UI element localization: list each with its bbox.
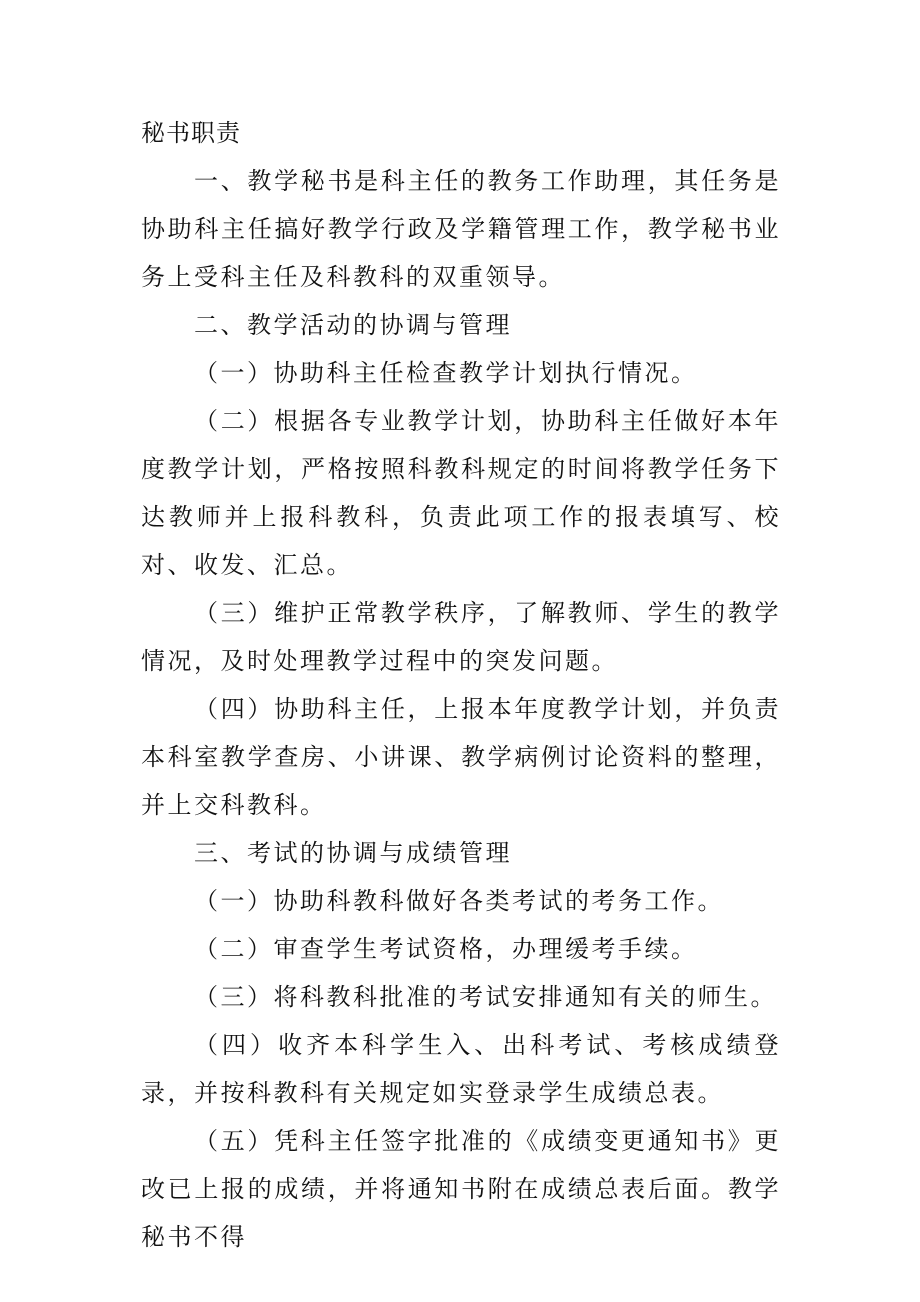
paragraph: （三）将科教科批准的考试安排通知有关的师生。 bbox=[194, 983, 777, 1011]
paragraph: （五）凭科主任签字批准的《成绩变更通知书》更改已上报的成绩，并将通知书附在成绩总表后面。教学秘书不得 bbox=[141, 1127, 781, 1251]
paragraph: （四）协助科主任，上报本年度教学计划，并负责本科室教学查房、小讲课、教学病例讨论资料的整理，并上交科教科。 bbox=[141, 695, 781, 819]
section-heading: 二、教学活动的协调与管理 bbox=[194, 311, 512, 339]
paragraph: （一）协助科教科做好各类考试的考务工作。 bbox=[194, 887, 724, 915]
document-body bbox=[141, 109, 781, 1261]
paragraph: （二）审查学生考试资格，办理缓考手续。 bbox=[194, 935, 698, 963]
paragraph: （三）维护正常教学秩序，了解教师、学生的教学情况，及时处理教学过程中的突发问题。 bbox=[141, 599, 781, 675]
paragraph: 一、教学秘书是科主任的教务工作助理，其任务是协助科主任搞好教学行政及学籍管理工作，教学秘书业务上受科主任及科教科的双重领导。 bbox=[141, 167, 781, 291]
paragraph: （一）协助科主任检查教学计划执行情况。 bbox=[194, 359, 698, 387]
document-title: 秘书职责 bbox=[141, 119, 241, 147]
paragraph: （二）根据各专业教学计划，协助科主任做好本年度教学计划，严格按照科教科规定的时间将教学任务下达教师并上报科教科，负责此项工作的报表填写、校对、收发、汇总。 bbox=[141, 407, 781, 579]
paragraph: （四）收齐本科学生入、出科考试、考核成绩登录，并按科教科有关规定如实登录学生成绩总表。 bbox=[141, 1031, 781, 1107]
section-heading: 三、考试的协调与成绩管理 bbox=[194, 839, 512, 867]
